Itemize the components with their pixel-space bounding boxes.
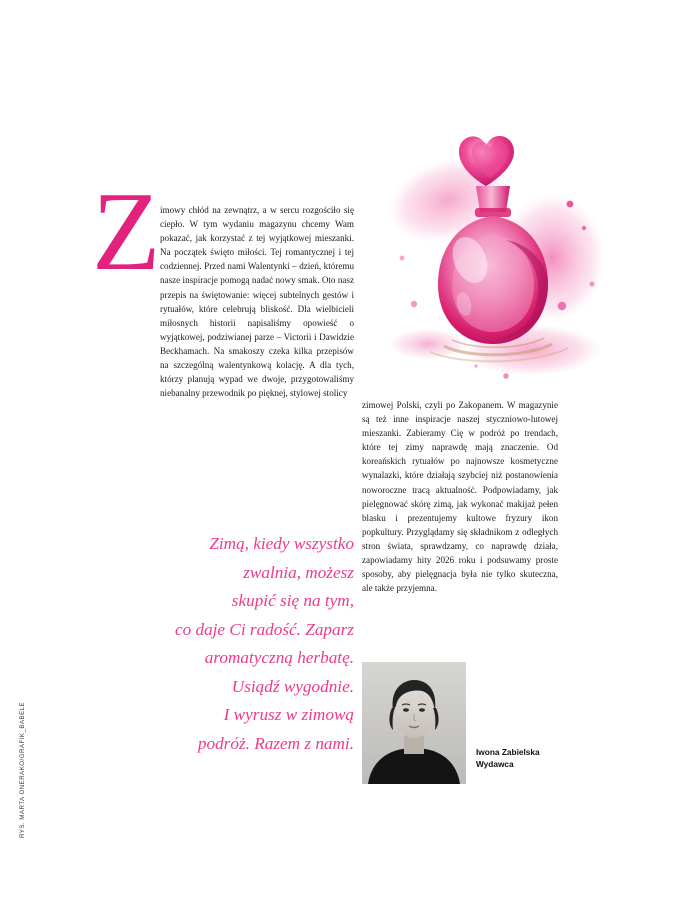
- photo-credit: RYS. MARTA ONERAKO/GRAFIK_BABELE: [19, 701, 26, 838]
- pull-quote: [118, 530, 354, 758]
- editor-signature: [476, 746, 596, 770]
- editor-name: Iwona Zabielska: [476, 747, 540, 757]
- body-paragraph-right: zimowej Polski, czyli po Zakopanem. W magazynie są też inne inspiracje naszej styczniowo-lutowej mieszanki. Zabieramy Cię w podróż po trendach, które tej zimy naprawdę mają znaczenie. Od koreańskich rytuałów po najnowsze kosmetyczne wynalazki, które działają szybciej niż postanowienia noworoczne tracą aktualność. Podpowiadamy, jak pielęgnować skórę zimą, jak wykonać makijaż pełen blasku i prezentujemy kultowe fryzury ikon popkultury. Przyglądamy się składnikom z odległych stron świata, sprawdzamy, co naprawdę działa, zapowiadamy hity 2026 roku i podsuwamy proste sposoby, aby pielęgnacja była nie tylko skuteczna, ale także przyjemna.: [362, 400, 558, 594]
- pull-quote-line: zwalnia, możesz: [243, 562, 354, 582]
- editor-portrait-photo: [362, 662, 466, 784]
- pull-quote-line: co daje Ci radość. Zaparz: [174, 619, 354, 639]
- pull-quote-line: aromatyczną herbatę.: [204, 648, 354, 667]
- pull-quote-line: Zimą, kiedy wszystko: [209, 534, 354, 553]
- pull-quote-line: Usiądź wygodnie.: [231, 676, 354, 696]
- pull-quote-line: skupić się na tym,: [231, 591, 354, 610]
- editor-role: Wydawca: [476, 759, 514, 769]
- drop-cap: Z: [92, 170, 161, 294]
- intro-paragraph: imowy chłód na zewnątrz, a w sercu rozgościło się ciepło. W tym wydaniu magazynu chcemy Wam pokazać, jak korzystać z tej wyjątkowej mieszanki. Na początek święto miłości. Tej romantycznej i tej codziennej. Przed nami Walentynki – dzień, któremu nasze inspiracje pomogą nadać nowy smak. Oto nasz przepis na świętowanie: więcej subtelnych gestów i rytuałów, które celebrują bliskość. Dla wielbicieli miłosnych historii napisaliśmy opowieść o wyjątkowej, podziwianej parze – Victorii i Dawidzie Beckhamach. Na smakoszy czeka kilka przepisów na szczególną walentynkową kolację. A dla tych, którzy planują wypad we dwoje, przygotowaliśmy niebanalny przewodnik po pięknej, stylowej stolicy: [160, 205, 354, 399]
- pull-quote-line: I wyrusz w zimową: [223, 705, 354, 724]
- pull-quote-line: podróż. Razem z nami.: [197, 733, 354, 753]
- perfume-bottle-watercolor-illustration: [356, 108, 624, 400]
